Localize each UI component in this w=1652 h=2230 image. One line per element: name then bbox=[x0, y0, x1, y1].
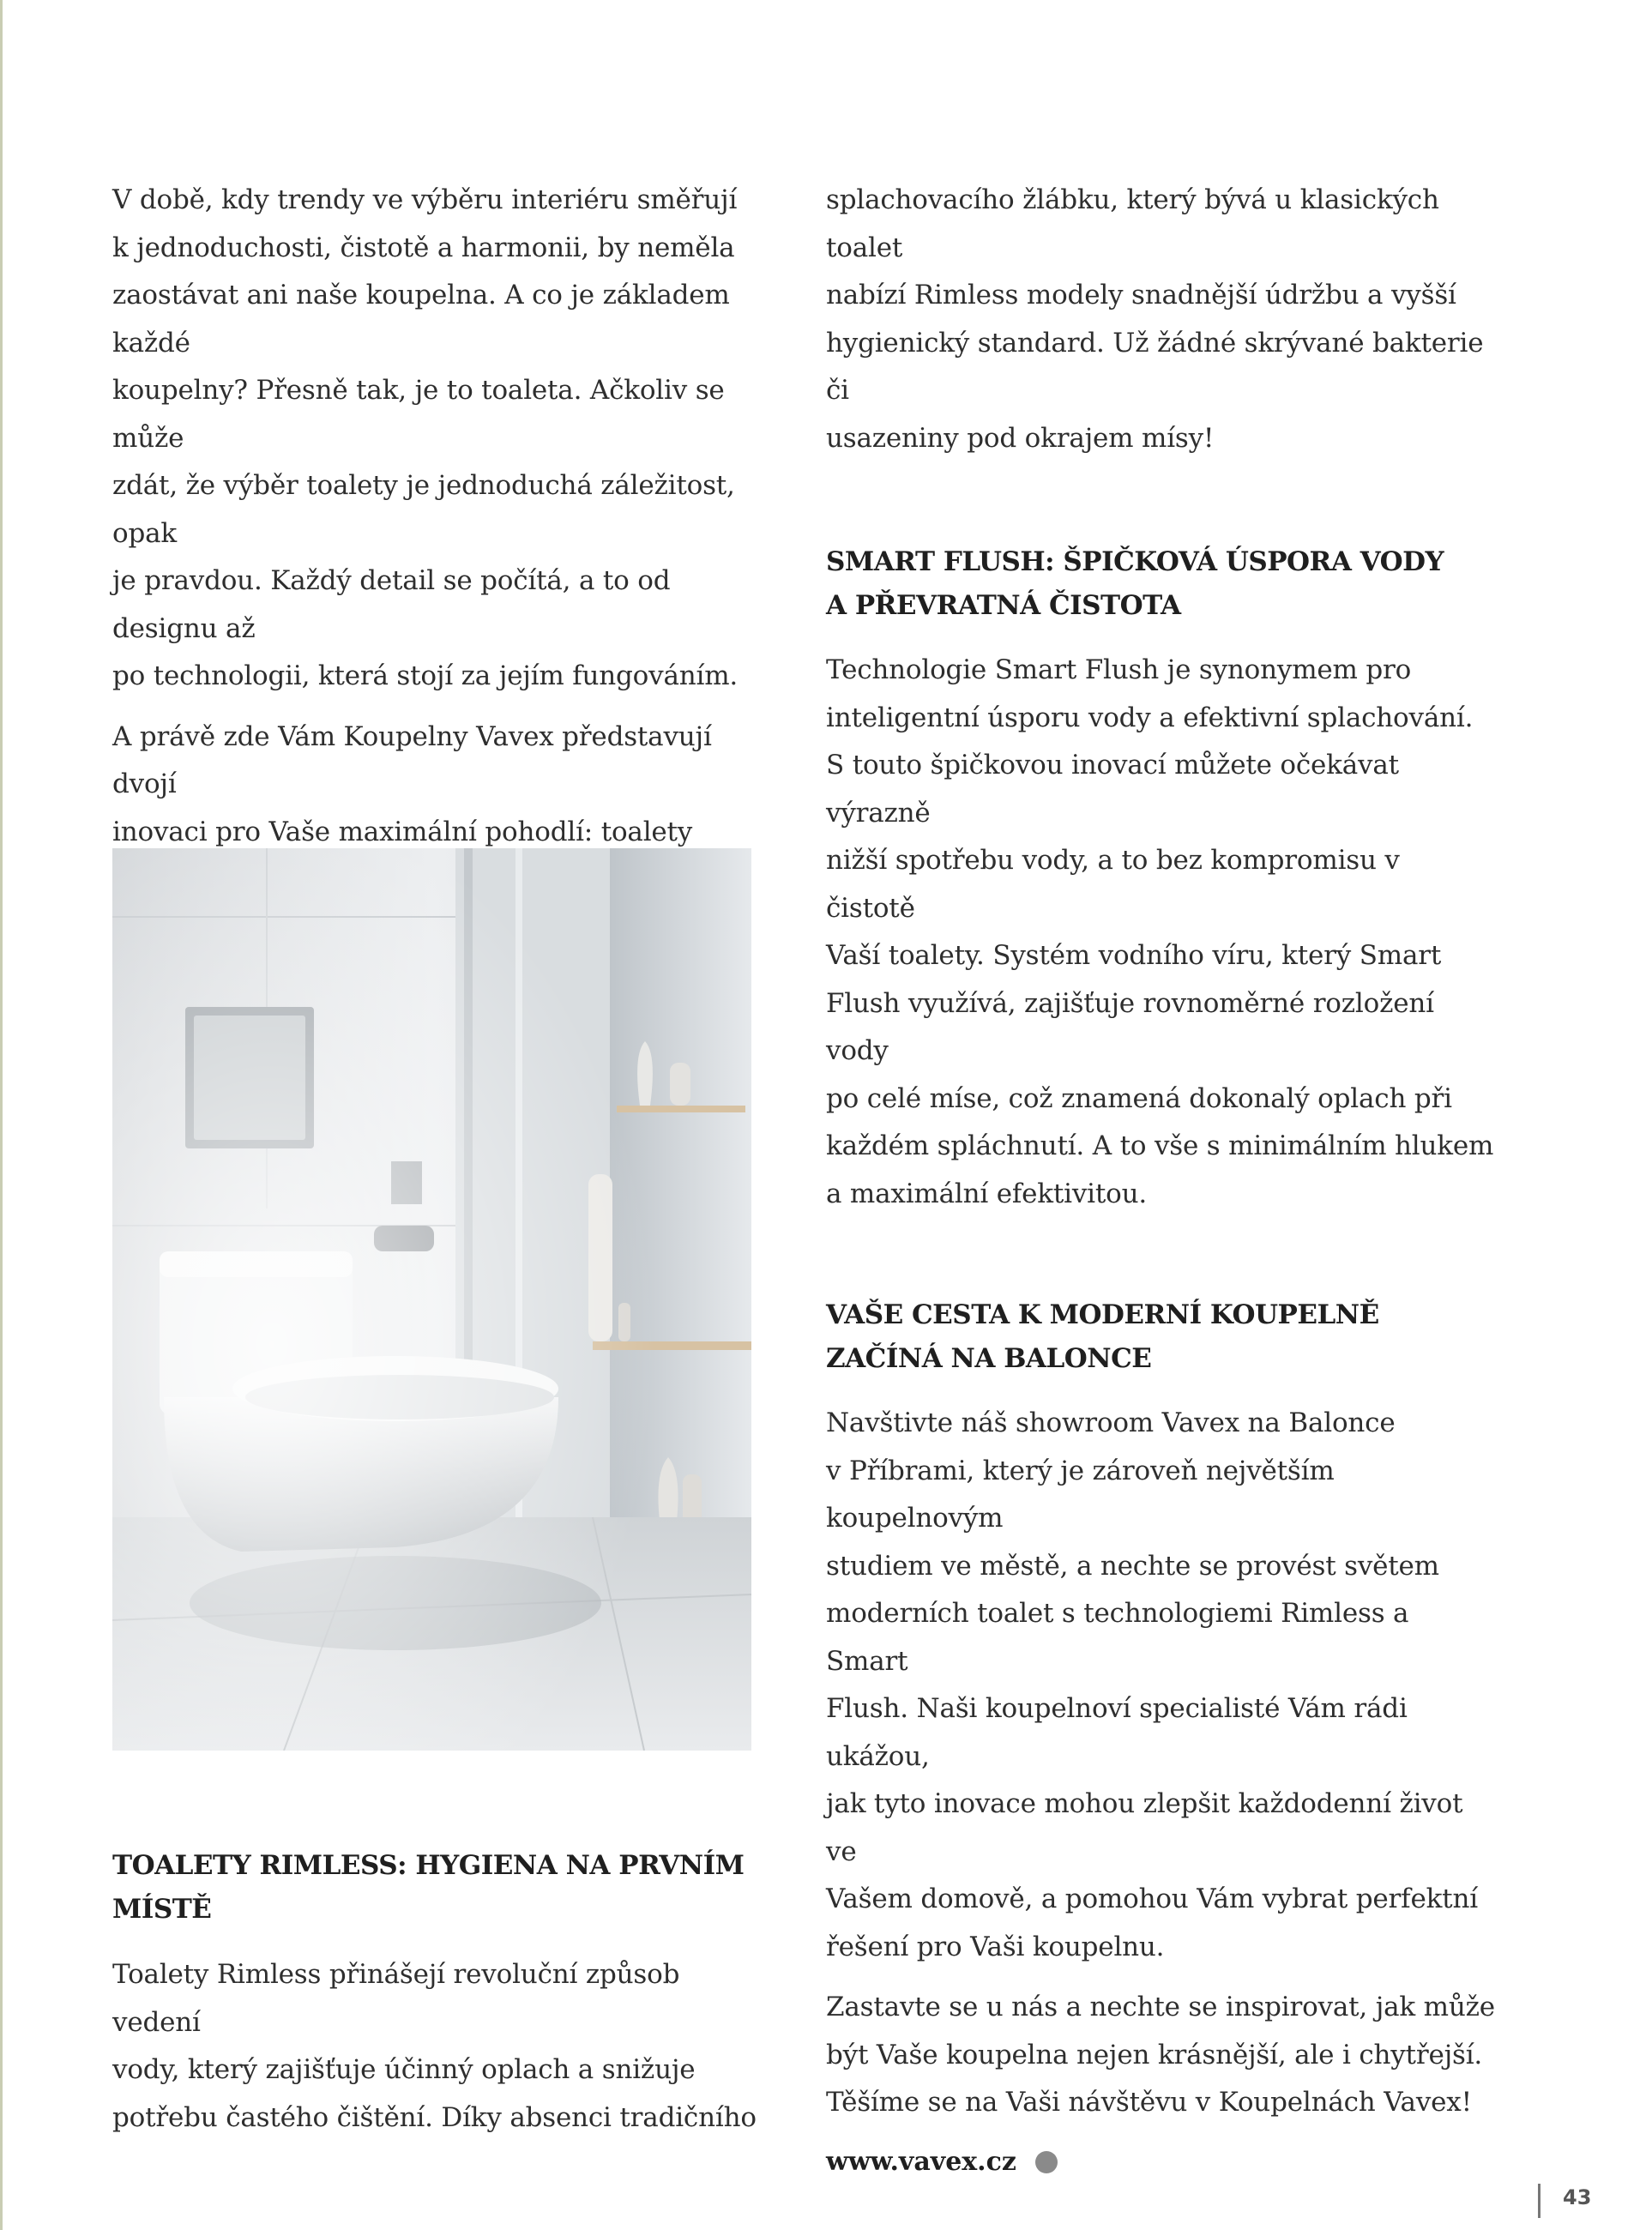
text-line: Flush. Naši koupelnoví specialisté Vám rádi ukážou, bbox=[826, 1693, 1408, 1772]
text-line: zaostávat ani naše koupelna. A co je základem každé bbox=[112, 280, 730, 359]
text-line: Navštivte náš showroom Vavex na Balonce bbox=[826, 1407, 1396, 1438]
text-line: splachovacího žlábku, který bývá u klasických toalet bbox=[826, 184, 1439, 263]
smart-flush-paragraph bbox=[826, 647, 1495, 1218]
text-line: Flush využívá, zajišťuje rovnoměrné rozložení vody bbox=[826, 987, 1434, 1066]
text-line: V době, kdy trendy ve výběru interiéru směřují bbox=[112, 184, 738, 215]
showroom-heading bbox=[826, 1293, 1495, 1381]
text-line: Vaší toalety. Systém vodního víru, který Smart bbox=[826, 940, 1442, 971]
text-line: usazeniny pod okrajem mísy! bbox=[826, 422, 1215, 454]
text-line: S touto špičkovou inovací můžete očekávat výrazně bbox=[826, 750, 1399, 829]
website-link[interactable]: www.vavex.cz bbox=[826, 2146, 1016, 2177]
text-line: a maximální efektivitou. bbox=[826, 1178, 1148, 1209]
text-line: vody, který zajišťuje účinný oplach a snižuje bbox=[112, 2054, 696, 2085]
text-line: být Vaše koupelna nejen krásnější, ale i chytřejší. bbox=[826, 2039, 1483, 2070]
text-line: po technologii, která stojí za jejím fungováním. bbox=[112, 660, 739, 691]
website-row bbox=[826, 2141, 1495, 2184]
page-number-divider bbox=[1538, 2184, 1540, 2218]
smart-flush-heading bbox=[826, 540, 1495, 628]
heading-line: ZAČÍNÁ NA BALONCE bbox=[826, 1343, 1152, 1374]
text-line: nabízí Rimless modely snadnější údržbu a vyšší bbox=[826, 280, 1456, 310]
text-line: potřebu častého čištění. Díky absenci tradičního bbox=[112, 2101, 757, 2133]
left-column-bottom bbox=[112, 1844, 764, 2142]
right-column bbox=[826, 177, 1495, 2184]
continuation-paragraph bbox=[826, 177, 1495, 462]
rimless-heading bbox=[112, 1844, 764, 1932]
text-line: nižší spotřebu vody, a to bez kompromisu v čistotě bbox=[826, 845, 1400, 924]
text-line: k jednoduchosti, čistotě a harmonii, by neměla bbox=[112, 232, 735, 263]
text-line: Technologie Smart Flush je synonymem pro bbox=[826, 654, 1412, 685]
showroom-paragraph bbox=[826, 1400, 1495, 1971]
text-line: A právě zde Vám Koupelny Vavex představují dvojí bbox=[112, 720, 712, 799]
text-line: moderních toalet s technologiemi Rimless a Smart bbox=[826, 1598, 1409, 1677]
heading-line: VAŠE CESTA K MODERNÍ KOUPELNĚ bbox=[826, 1299, 1379, 1330]
page-spine bbox=[0, 0, 3, 2230]
text-line: jak tyto inovace mohou zlepšit každodenní život ve bbox=[826, 1788, 1463, 1867]
text-line: koupelny? Přesně tak, je to toaleta. Ačkoliv se může bbox=[112, 375, 725, 454]
text-line: inteligentní úsporu vody a efektivní splachování. bbox=[826, 702, 1474, 733]
text-line: Vašem domově, a pomohou Vám vybrat perfektní bbox=[826, 1883, 1478, 1914]
heading-line: TOALETY RIMLESS: HYGIENA NA PRVNÍM bbox=[112, 1850, 745, 1881]
rimless-paragraph bbox=[112, 1951, 764, 2142]
toilet-photo bbox=[112, 848, 751, 1751]
text-line: v Příbrami, který je zároveň největším koupelnovým bbox=[826, 1455, 1335, 1534]
text-line: každém spláchnutí. A to vše s minimálním hlukem bbox=[826, 1130, 1494, 1161]
text-line: inovaci pro Vaše maximální pohodlí: toalety bbox=[112, 816, 693, 847]
text-line: hygienický standard. Už žádné skrývané bakterie či bbox=[826, 327, 1484, 406]
intro-paragraph bbox=[112, 177, 764, 701]
text-line: po celé míse, což znamená dokonalý oplach při bbox=[826, 1082, 1452, 1114]
heading-line: A PŘEVRATNÁ ČISTOTA bbox=[826, 590, 1181, 621]
closing-paragraph bbox=[826, 1984, 1495, 2127]
text-line: Zastavte se u nás a nechte se inspirovat, jak může bbox=[826, 1992, 1495, 2022]
text-line: Toalety Rimless přinášejí revoluční způsob vedení bbox=[112, 1959, 680, 2038]
text-line: zdát, že výběr toalety je jednoduchá záležitost, opak bbox=[112, 470, 735, 549]
text-line: studiem ve městě, a nechte se provést světem bbox=[826, 1550, 1439, 1582]
text-line: Těšíme se na Vaši návštěvu v Koupelnách Vavex! bbox=[826, 2087, 1472, 2118]
bullet-dot-icon bbox=[1035, 2151, 1058, 2173]
text-line: řešení pro Vaši koupelnu. bbox=[826, 1931, 1165, 1962]
page-number: 43 bbox=[1563, 2185, 1592, 2209]
heading-line: MÍSTĚ bbox=[112, 1894, 212, 1925]
text-line: je pravdou. Každý detail se počítá, a to od designu až bbox=[112, 565, 671, 644]
heading-line: SMART FLUSH: ŠPIČKOVÁ ÚSPORA VODY bbox=[826, 546, 1444, 577]
